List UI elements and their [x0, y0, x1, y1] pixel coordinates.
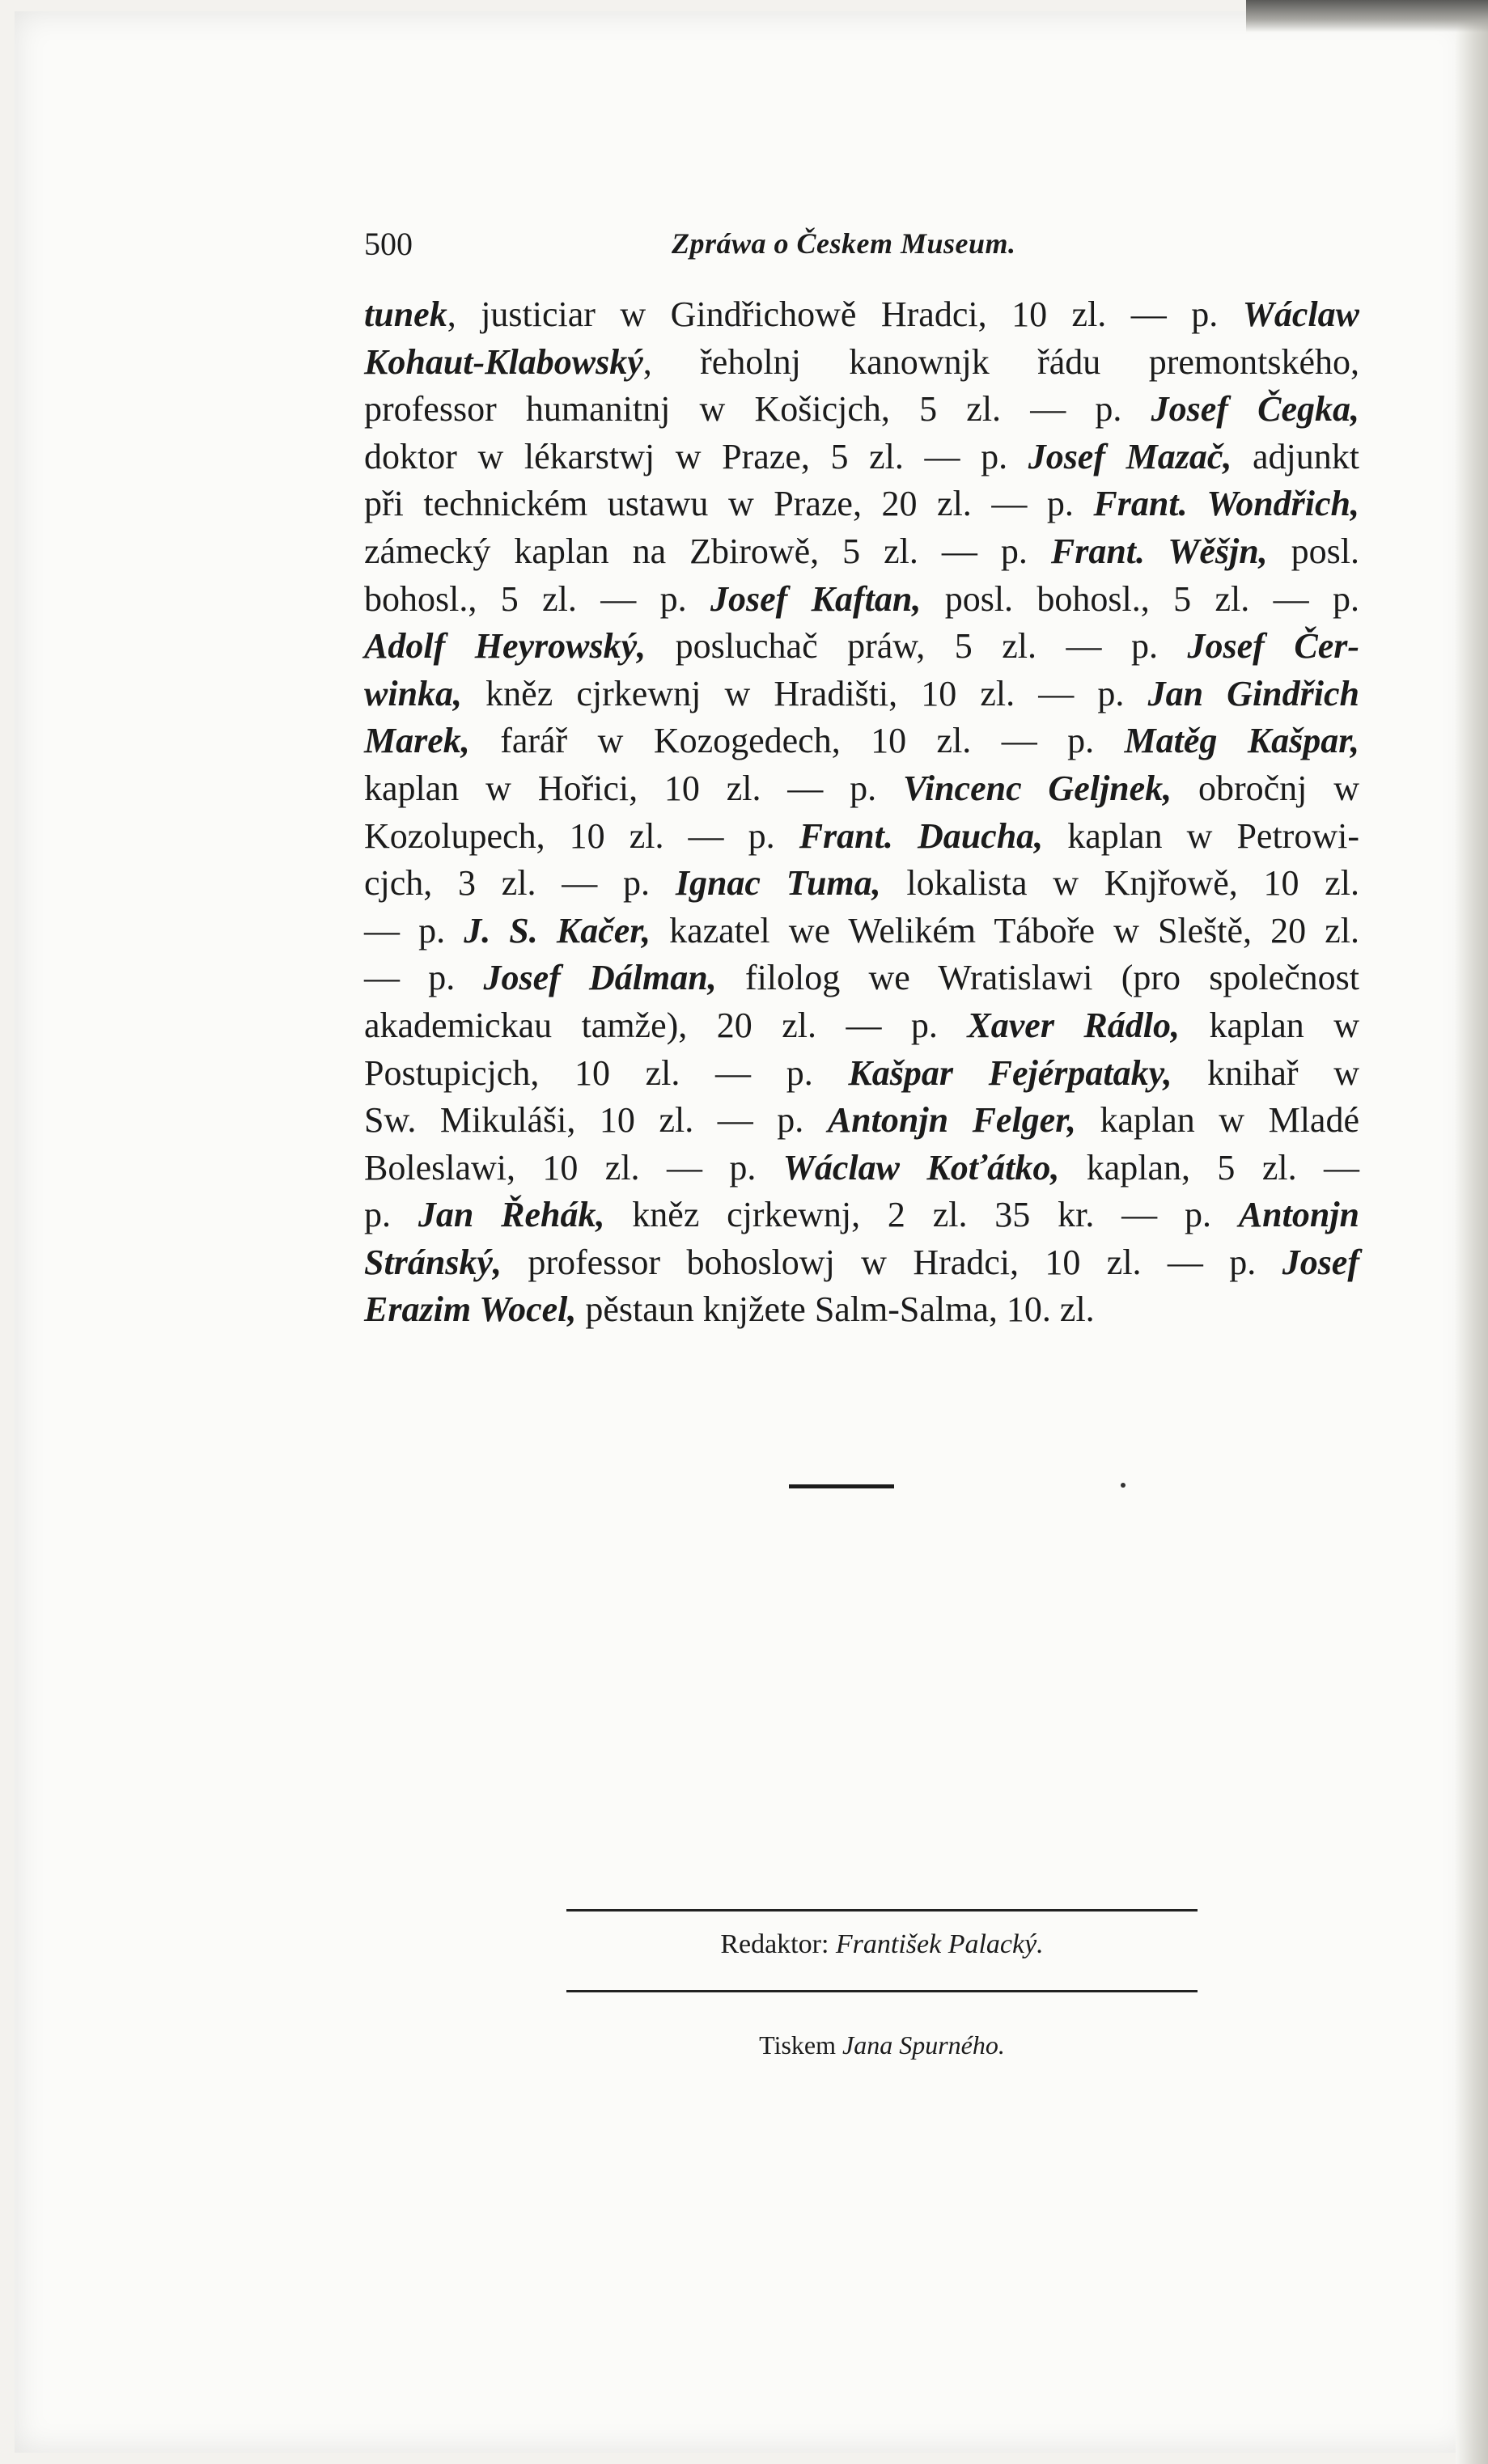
text-segment: kněz cjrkewnj w Hradišti, 10 zl. — p. [462, 673, 1148, 713]
person-name: Kohaut-Klabowský [364, 341, 643, 382]
person-name: Frant. Daucha, [799, 815, 1044, 856]
text-line [364, 339, 1359, 387]
text-segment: bohosl., 5 zl. — p. [364, 578, 710, 619]
person-name: winka, [364, 673, 463, 713]
text-segment: akademickau tamže), 20 zl. — p. [364, 1005, 968, 1045]
running-title: Zpráwa o Českem Museum. [672, 227, 1016, 260]
text-segment: farář w Kozogedech, 10 zl. — p. [469, 721, 1125, 761]
text-line [364, 908, 1359, 955]
text-segment: cjch, 3 zl. — p. [364, 863, 676, 904]
text-line [364, 576, 1359, 624]
editor-name: František Palacký. [835, 1929, 1044, 1959]
text-line [364, 1145, 1359, 1192]
text-line [364, 623, 1359, 671]
footer-rule-bottom [566, 1990, 1198, 1992]
page-edge [1456, 0, 1488, 2464]
text-segment: kněz cjrkewnj, 2 zl. 35 kr. — p. [604, 1195, 1239, 1235]
person-name: Jan Gindřich [1147, 673, 1359, 713]
text-segment: filolog we Wratislawi (pro společnost [716, 958, 1360, 998]
person-name: Ignac Tuma, [675, 863, 881, 904]
text-segment: Boleslawi, 10 zl. — p. [364, 1147, 783, 1188]
text-segment: kaplan w Petrowi- [1043, 815, 1359, 856]
body-text [364, 291, 1359, 1334]
text-segment: knihař w [1172, 1052, 1359, 1093]
person-name: Josef Dálman, [483, 958, 717, 998]
text-segment: posl. bohosl., 5 zl. — p. [921, 578, 1359, 619]
divider-dot [1121, 1483, 1126, 1488]
person-name: Adolf Heyrowský, [364, 626, 646, 667]
text-line [364, 386, 1359, 434]
person-name: Stránský, [364, 1242, 502, 1282]
person-name: Matěg Kašpar, [1124, 721, 1360, 761]
person-name: Josef [1282, 1242, 1359, 1282]
person-name: Wáclaw Koťátko, [782, 1147, 1060, 1188]
text-segment: Sw. Mikuláši, 10 zl. — p. [364, 1100, 828, 1141]
text-segment: pěstaun knjžete Salm-Salma, 10. zl. [576, 1289, 1095, 1330]
text-line [364, 481, 1359, 528]
page-header [364, 225, 1052, 265]
text-line [364, 955, 1359, 1002]
text-line [364, 1239, 1359, 1287]
text-segment: lokalista w Knjřowě, 10 zl. [880, 863, 1360, 904]
person-name: Antonjn Felger, [827, 1100, 1076, 1141]
person-name: Josef Kaftan, [710, 578, 922, 619]
text-line [364, 718, 1359, 765]
text-line [364, 528, 1359, 576]
text-segment: doktor w lékarstwj w Praze, 5 zl. — p. [364, 436, 1028, 476]
person-name: Erazim Wocel, [364, 1289, 577, 1330]
person-name: Antonjn [1238, 1195, 1359, 1235]
person-name: Frant. Wěšjn, [1050, 531, 1268, 571]
text-segment: kaplan w Hořici, 10 zl. — p. [364, 768, 903, 808]
text-segment: professor bohoslowj w Hradci, 10 zl. — p. [501, 1242, 1282, 1282]
text-segment: kaplan w Mladé [1075, 1100, 1359, 1141]
text-segment: , justiciar w Gindřichowě Hradci, 10 zl. — p. [447, 294, 1243, 334]
text-segment: Kozolupech, 10 zl. — p. [364, 815, 799, 856]
text-line [364, 1192, 1359, 1239]
printer-line [566, 2030, 1198, 2060]
text-segment: p. [364, 1195, 418, 1235]
text-line [364, 765, 1359, 813]
text-segment: , řeholnj kanownjk řádu premontského, [642, 341, 1359, 382]
text-line [364, 671, 1359, 718]
printer-label: Tiskem [759, 2030, 836, 2060]
text-segment: professor humanitnj w Košicjch, 5 zl. — p. [364, 389, 1151, 430]
text-line [364, 291, 1359, 339]
text-segment: zámecký kaplan na Zbirowě, 5 zl. — p. [364, 531, 1051, 571]
person-name: Kašpar Fejérpataky, [848, 1052, 1172, 1093]
text-line [364, 813, 1359, 861]
person-name: Josef Mazač, [1028, 436, 1232, 476]
text-segment: při technickém ustawu w Praze, 20 zl. — p. [364, 484, 1094, 524]
page-number: 500 [364, 226, 413, 262]
person-name: Xaver Rádlo, [967, 1005, 1180, 1045]
text-segment: posluchač práw, 5 zl. — p. [646, 626, 1188, 667]
text-line [364, 434, 1359, 481]
text-segment: Postupicjch, 10 zl. — p. [364, 1052, 849, 1093]
person-name: Josef Čegka, [1151, 389, 1359, 430]
text-segment: adjunkt [1232, 436, 1359, 476]
editor-line [566, 1929, 1198, 1960]
text-segment: kazatel we Welikém Táboře w Sleště, 20 zl. [650, 910, 1360, 950]
person-name: Marek, [364, 721, 470, 761]
person-name: Josef Čer- [1187, 626, 1359, 667]
text-line [364, 860, 1359, 908]
person-name: J. S. Kačer, [464, 910, 651, 950]
person-name: Jan Řehák, [418, 1195, 605, 1235]
section-divider [789, 1484, 894, 1488]
printer-name: Jana Spurného. [842, 2030, 1005, 2060]
text-line [364, 1097, 1359, 1145]
person-name: Wáclaw [1242, 294, 1359, 334]
text-segment: — p. [364, 958, 484, 998]
text-segment: kaplan, 5 zl. — [1059, 1147, 1359, 1188]
text-segment: posl. [1267, 531, 1360, 571]
text-line [364, 1286, 1359, 1334]
person-name: tunek [364, 294, 447, 334]
text-line [364, 1050, 1359, 1098]
text-segment: kaplan w [1179, 1005, 1359, 1045]
editor-label: Redaktor: [720, 1929, 829, 1959]
footer-rule-top [566, 1909, 1198, 1912]
text-segment: — p. [364, 910, 464, 950]
person-name: Vincenc Geljnek, [902, 768, 1172, 808]
text-segment: obročnj w [1172, 768, 1360, 808]
person-name: Frant. Wondřich, [1093, 484, 1360, 524]
page-corner-shadow [1246, 0, 1488, 32]
text-line [364, 1002, 1359, 1050]
